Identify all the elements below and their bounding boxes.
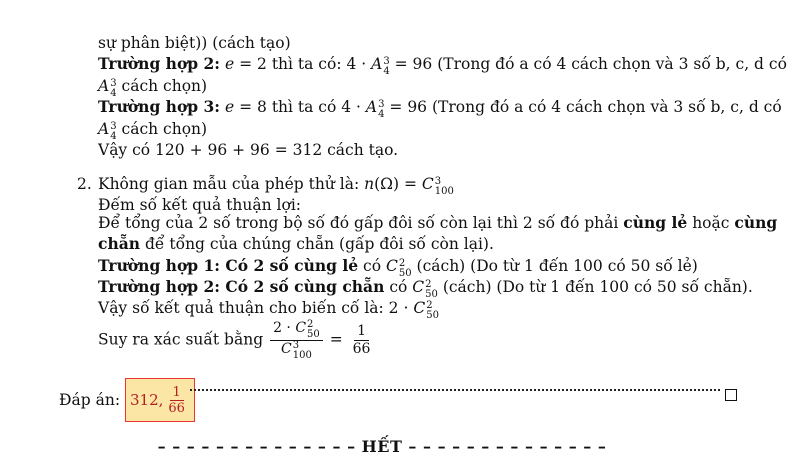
prev-tail-text: sự phân biệt)) (cách tạo): [98, 34, 291, 52]
prev-case3-label: Trường hợp 3:: [98, 97, 221, 116]
part2-explain-line1: Để tổng của 2 số trong bộ số đó gấp đôi số còn lại thì 2 số đó phải cùng lẻ hoặc cùng: [98, 213, 778, 232]
prev-case3-line: Trường hợp 3: e = 8 thì ta có 4 · A 3 4 = 96 (Trong đó a có 4 cách chọn và 3 số b, c, d có: [98, 97, 782, 120]
answer-row: [59, 378, 195, 422]
answer-int: 312,: [129, 391, 164, 409]
prev-case2-line: Trường hợp 2: e = 2 thì ta có: 4 · A 3 4 = 96 (Trong đó a có 4 cách chọn và 3 số b, c, d có: [98, 54, 787, 77]
part2-count-line: [98, 195, 301, 215]
prev-case3-tail-line: A 3 4 cách chọn): [98, 120, 208, 142]
part2-space-line: Không gian mẫu của phép thử là: n(Ω) = C 3 100: [98, 175, 454, 197]
part2-prob-text: Suy ra xác suất bằng: [98, 330, 264, 349]
prev-case2-text: thì ta có:: [271, 55, 342, 73]
part2-case2-label: Trường hợp 2: Có 2 số cùng chẵn: [98, 277, 385, 296]
part2-count-text: Đếm số kết quả thuận lợi:: [98, 196, 302, 214]
prev-case2-tail: cách chọn): [121, 77, 208, 95]
prev-case3-paren: (Trong đó a có 4 cách chọn và 3 số b, c, d có: [431, 98, 782, 116]
part2-space-text: Không gian mẫu của phép thử là:: [98, 175, 360, 193]
prev-total-text: Vậy có 120 + 96 + 96 = 312 cách tạo.: [98, 141, 399, 159]
prev-case3-tail: cách chọn): [121, 120, 208, 138]
end-marker: – – – – – – – – – – – – – – HẾT – – – – – – – – – – – – – –: [157, 437, 607, 456]
answer-checkbox[interactable]: [725, 389, 737, 401]
prev-total-line: [98, 140, 398, 160]
prev-case2-label: Trường hợp 2:: [98, 54, 221, 73]
part2-explain-line2: chẵn để tổng của chúng chẵn (gấp đôi số còn lại).: [98, 234, 494, 253]
prev-tail-line: [98, 33, 291, 53]
prev-case2-tail-line: A 3 4 cách chọn): [98, 77, 208, 99]
prev-case3-text: thì ta có: [271, 98, 337, 116]
part2-fav-text: Vậy số kết quả thuận cho biến cố là:: [98, 299, 384, 317]
prob-fraction: 2 · C 2 50 C 3 100: [270, 320, 323, 361]
part2-fav-line: Vậy số kết quả thuận cho biến cố là: 2 · C 2 50: [98, 299, 439, 321]
prob-result-fraction: $\frac{1}{66}$: [352, 323, 371, 357]
part2-case1-label: Trường hợp 1: Có 2 số cùng lẻ: [98, 256, 359, 275]
part2-prob-line: Suy ra xác suất bằng 2 · C 2 50 C 3 100 = $\frac{1}{66}$: [98, 320, 375, 361]
part2-case1-line: Trường hợp 1: Có 2 số cùng lẻ có C 2 50 (cách) (Do từ 1 đến 100 có 50 số lẻ): [98, 256, 698, 279]
prev-case2-paren: (Trong đó a có 4 cách chọn và 3 số b, c, d có: [437, 55, 787, 73]
answer-box: [125, 378, 195, 422]
answer-dotted-line: [190, 389, 720, 391]
answer-fraction: $\frac{1}{66}$: [168, 384, 185, 416]
answer-label: Đáp án:: [59, 391, 121, 409]
part2-case2-line: Trường hợp 2: Có 2 số cùng chẵn có C 2 50 (cách) (Do từ 1 đến 100 có 50 số chẵn).: [98, 277, 753, 300]
part2-number: 2.: [77, 175, 92, 193]
